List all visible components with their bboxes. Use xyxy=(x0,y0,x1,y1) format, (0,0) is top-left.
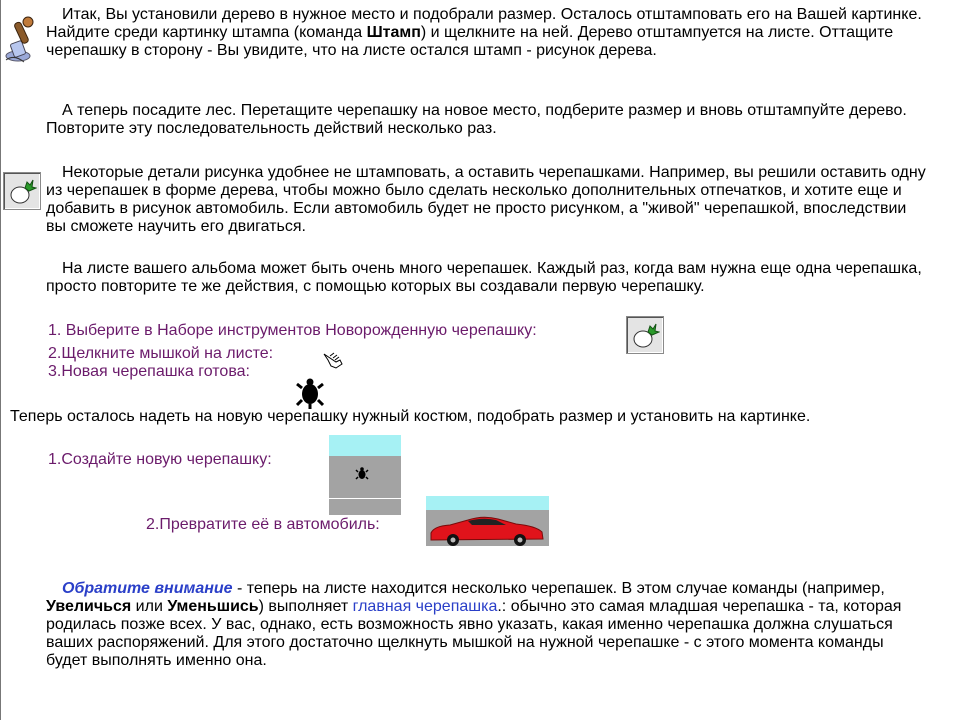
paragraph-many-turtles: На листе вашего альбома может быть очень много черепашек. Каждый раз, когда вам нужна еще одна черепашка, просто повторите те же действия, с помощью которых вы создавали первую черепашку. xyxy=(46,260,922,295)
step-a-2: 2.Щелкните мышкой на листе: xyxy=(48,345,274,362)
left-border xyxy=(0,0,1,720)
hand-cursor-icon xyxy=(322,350,346,372)
stamp-icon xyxy=(4,16,42,64)
turtle-icon xyxy=(296,378,324,410)
step-b-2: 2.Превратите её в автомобиль: xyxy=(146,516,380,533)
paragraph-keep-turtles: Некоторые детали рисунка удобнее не штамповать, а оставить черепашками. Например, вы решили оставить одну из черепашек в форме дерева, чтобы можно было сделать несколько дополнительных отпечатков, и хотите еще и добавить в рисунок автомобиль. Если автомобиль будет не просто рисунком, а "живой" черепашкой, впоследствии вы сможете научить его двигаться. xyxy=(46,164,926,235)
step-a-3: 3.Новая черепашка готова: xyxy=(48,363,250,380)
note-lead: Обратите внимание xyxy=(62,580,233,597)
newborn-turtle-icon xyxy=(3,172,41,210)
main-turtle-link[interactable]: главная черепашка xyxy=(352,598,498,615)
red-car-icon xyxy=(428,513,546,547)
paragraph-costume: Теперь осталось надеть на новую черепашку нужный костюм, подобрать размер и установить на картинке. xyxy=(10,408,811,425)
small-turtle-icon xyxy=(355,467,369,481)
note-paragraph: Обратите внимание - теперь на листе находится несколько черепашек. В этом случае команды (например, Увеличься или Уменьшись) выполняет главная черепашка.: обычно это самая младшая черепашка - та, которая родилась позже всех. У вас, однако, есть возможность явно указать, какая именно черепашка должна слушаться ваших распоряжений. Для этого достаточно щелкнуть мышкой на нужной черепашке - с этого момента команды будет выполнять именно она. xyxy=(46,580,902,669)
newborn-turtle-tool-button[interactable] xyxy=(626,316,664,354)
step-a-1: 1. Выберите в Наборе инструментов Новорожденную черепашку: xyxy=(48,322,537,339)
paragraph-stamp: Итак, Вы установили дерево в нужное место и подобрали размер. Осталось отштамповать его на Вашей картинке. Найдите среди картинку штампа (команда Штамп) и щелкните на ней. Дерево отштампуется на листе. Оттащите черепашку в сторону - Вы увидите, что на листе остался штамп - рисунок дерева. xyxy=(46,6,922,59)
car-scene xyxy=(426,496,549,551)
paragraph-forest: А теперь посадите лес. Перетащите черепашку на новое место, подберите размер и вновь отштампуйте дерево. Повторите эту последовательность действий несколько раз. xyxy=(46,102,907,137)
new-turtle-scene xyxy=(329,435,401,515)
step-b-1: 1.Создайте новую черепашку: xyxy=(48,451,272,468)
